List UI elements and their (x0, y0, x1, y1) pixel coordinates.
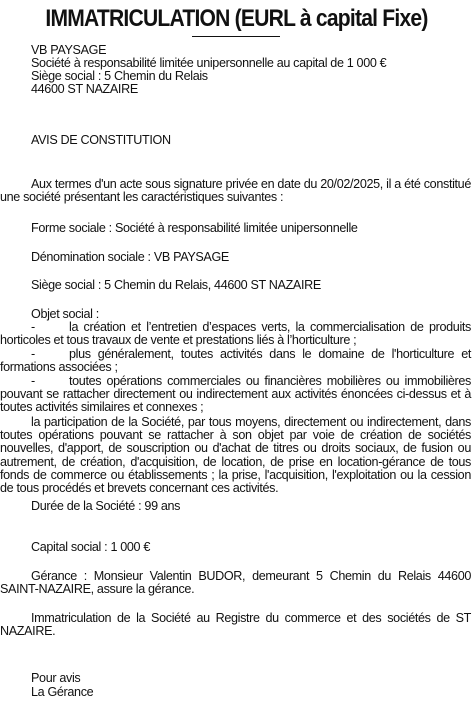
avis-heading: AVIS DE CONSTITUTION (31, 133, 171, 147)
objet-item (0, 321, 471, 347)
company-form: Société à responsabilité limitée unipersonnelle au capital de 1 000 € (31, 56, 387, 70)
list-dash: - (31, 347, 35, 361)
gerance-paragraph (0, 570, 471, 596)
siege-social: Siège social : 5 Chemin du Relais, 44600 ST NAZAIRE (31, 278, 321, 292)
objet-social-label: Objet social : (31, 307, 99, 321)
list-dash: - (31, 320, 35, 334)
objet-item (0, 375, 471, 415)
intro-paragraph (0, 178, 471, 204)
objet-item-text: la création et l’entretien d’espaces verts, la commercialisation de produits horticoles et tous travaux de vente et prestations liés à l’horticulture ; (0, 320, 471, 348)
objet-item-text: plus généralement, toutes activités dans le domaine de l'horticulture et formations associées ; (0, 347, 471, 375)
notice-title: IMMATRICULATION (EURL à capital Fixe) (45, 5, 428, 32)
immatriculation-paragraph (0, 612, 471, 638)
participation-paragraph (0, 416, 471, 495)
capital-social: Capital social : 1 000 € (31, 540, 151, 554)
objet-item (0, 348, 471, 374)
company-name: VB PAYSAGE (31, 43, 107, 57)
list-dash: - (31, 374, 35, 388)
title-underline (192, 36, 280, 37)
intro-text: Aux termes d'un acte sous signature privée en date du 20/02/2025, il a été constitué une société présentant les caractéristiques suivantes : (0, 177, 471, 205)
objet-item-text: toutes opérations commerciales ou financières mobilières ou immobilières pouvant se rattacher directement ou indirectement aux activités énoncées ci-dessus et à toutes activités similaires et connexes ; (0, 374, 471, 415)
participation-text: la participation de la Société, par tous moyens, directement ou indirectement, dans toutes opérations pouvant se rattacher à son objet par voie de création de sociétés nouvelles, d'apport, de souscription ou d'achat de titres ou droits sociaux, de fusion ou autrement, de création, d'acquisition, de location, de prise en location-gérance de tous fonds de commerce ou établissements ; la prise, l'acquisition, l'exploitation ou la cession de tous procédés et brevets concernant ces activités. (0, 415, 471, 496)
immatriculation-text: Immatriculation de la Société au Registre du commerce et des sociétés de ST NAZAIRE. (0, 611, 471, 639)
duree: Durée de la Société : 99 ans (31, 499, 181, 513)
company-city: 44600 ST NAZAIRE (31, 82, 138, 96)
signature-gerance: La Gérance (31, 685, 94, 699)
gerance-text: Gérance : Monsieur Valentin BUDOR, demeurant 5 Chemin du Relais 44600 SAINT-NAZAIRE, assure la gérance. (0, 569, 471, 597)
company-siege: Siège social : 5 Chemin du Relais (31, 69, 208, 83)
denomination-sociale: Dénomination sociale : VB PAYSAGE (31, 250, 229, 264)
pour-avis: Pour avis (31, 671, 81, 685)
forme-sociale: Forme sociale : Société à responsabilité limitée unipersonnelle (31, 221, 358, 235)
